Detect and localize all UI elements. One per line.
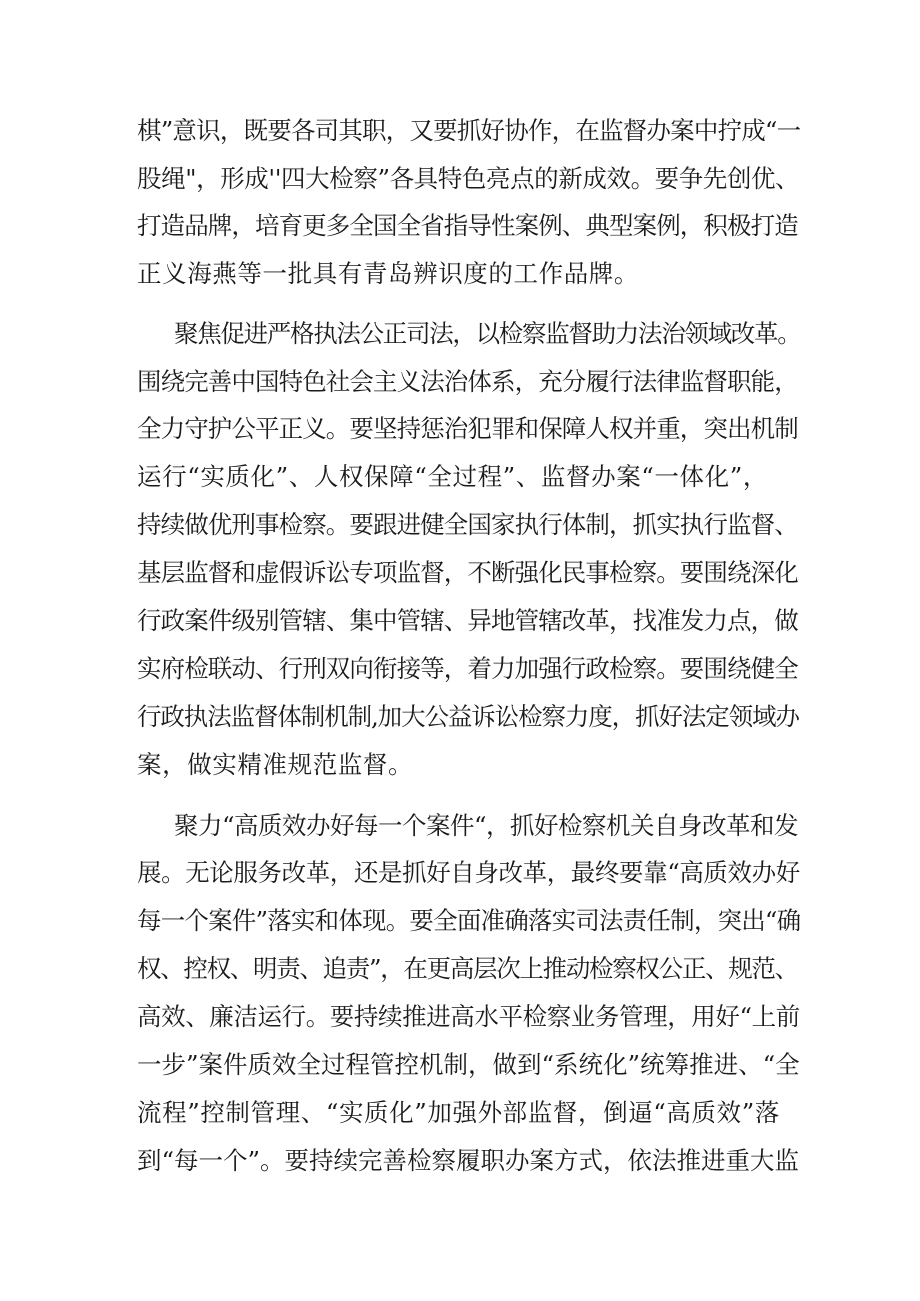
- paragraph-3-line-5: 高效、廉洁运行。要持续推进高水平检察业务管理，用好“上前: [137, 1002, 800, 1031]
- paragraph-2-line-4: 运行“实质化”、人权保障“全过程”、监督办案“一体化”，: [137, 462, 768, 491]
- paragraph-1-line-3: 打造品牌，培育更多全国全省指导性案例、典型案例，积极打造: [137, 211, 798, 240]
- paragraph-2-line-6: 基层监督和虚假诉讼专项监督，不断强化民事检察。要围绕深化: [137, 558, 798, 587]
- paragraph-3-line-4: 权、控权、明责、追责”，在更高层次上推动检察权公正、规范、: [137, 954, 798, 983]
- paragraph-2-line-1: 聚焦促进严格执法公正司法，以检察监督助力法治领域改革。: [174, 319, 801, 348]
- paragraph-3-line-8: 到“每一个”。要持续完善检察履职办案方式，依法推进重大监: [137, 1146, 800, 1175]
- paragraph-1-line-2: 股绳"，形成''四大检察”各具特色亮点的新成效。要争先创优、: [137, 164, 800, 193]
- paragraph-3-line-2: 展。无论服务改革，还是抓好自身改革，最终要靠“高质效办好: [137, 858, 800, 887]
- paragraph-3-line-1: 聚力“高质效办好每一个案件“，抓好检察机关自身改革和发: [174, 811, 799, 840]
- paragraph-2-line-10: 案，做实精准规范监督。: [137, 750, 414, 779]
- paragraph-2-line-2: 围绕完善中国特色社会主义法治体系，充分履行法律监督职能，: [137, 367, 798, 396]
- paragraph-1-line-1: 棋”意识，既要各司其职，又要抓好协作，在监督办案中拧成“一: [137, 116, 801, 145]
- paragraph-2-line-7: 行政案件级别管辖、集中管辖、异地管辖改革，找准发力点，做: [137, 606, 798, 635]
- paragraph-3-line-6: 一步”案件质效全过程管控机制，做到“系统化”统筹推进、“全: [137, 1050, 800, 1079]
- paragraph-1-line-4: 正义海燕等一批具有青岛辨识度的工作品牌。: [137, 259, 639, 288]
- paragraph-2-line-8: 实府检联动、行刑双向衔接等，着力加强行政检察。要围绕健全: [137, 654, 798, 683]
- paragraph-3-line-3: 每一个案件”落实和体现。要全面准确落实司法责任制，突出“确: [137, 906, 801, 935]
- paragraph-2-line-9: 行政执法监督体制机制,加大公益诉讼检察力度，抓好法定领域办: [137, 702, 799, 731]
- paragraph-3-line-7: 流程”控制管理、“实质化”加强外部监督，倒逼“高质效”落: [137, 1098, 780, 1127]
- paragraph-2-line-3: 全力守护公平正义。要坚持惩治犯罪和保障人权并重，突出机制: [137, 414, 798, 443]
- paragraph-2-line-5: 持续做优刑事检察。要跟进健全国家执行体制，抓实执行监督、: [137, 510, 798, 539]
